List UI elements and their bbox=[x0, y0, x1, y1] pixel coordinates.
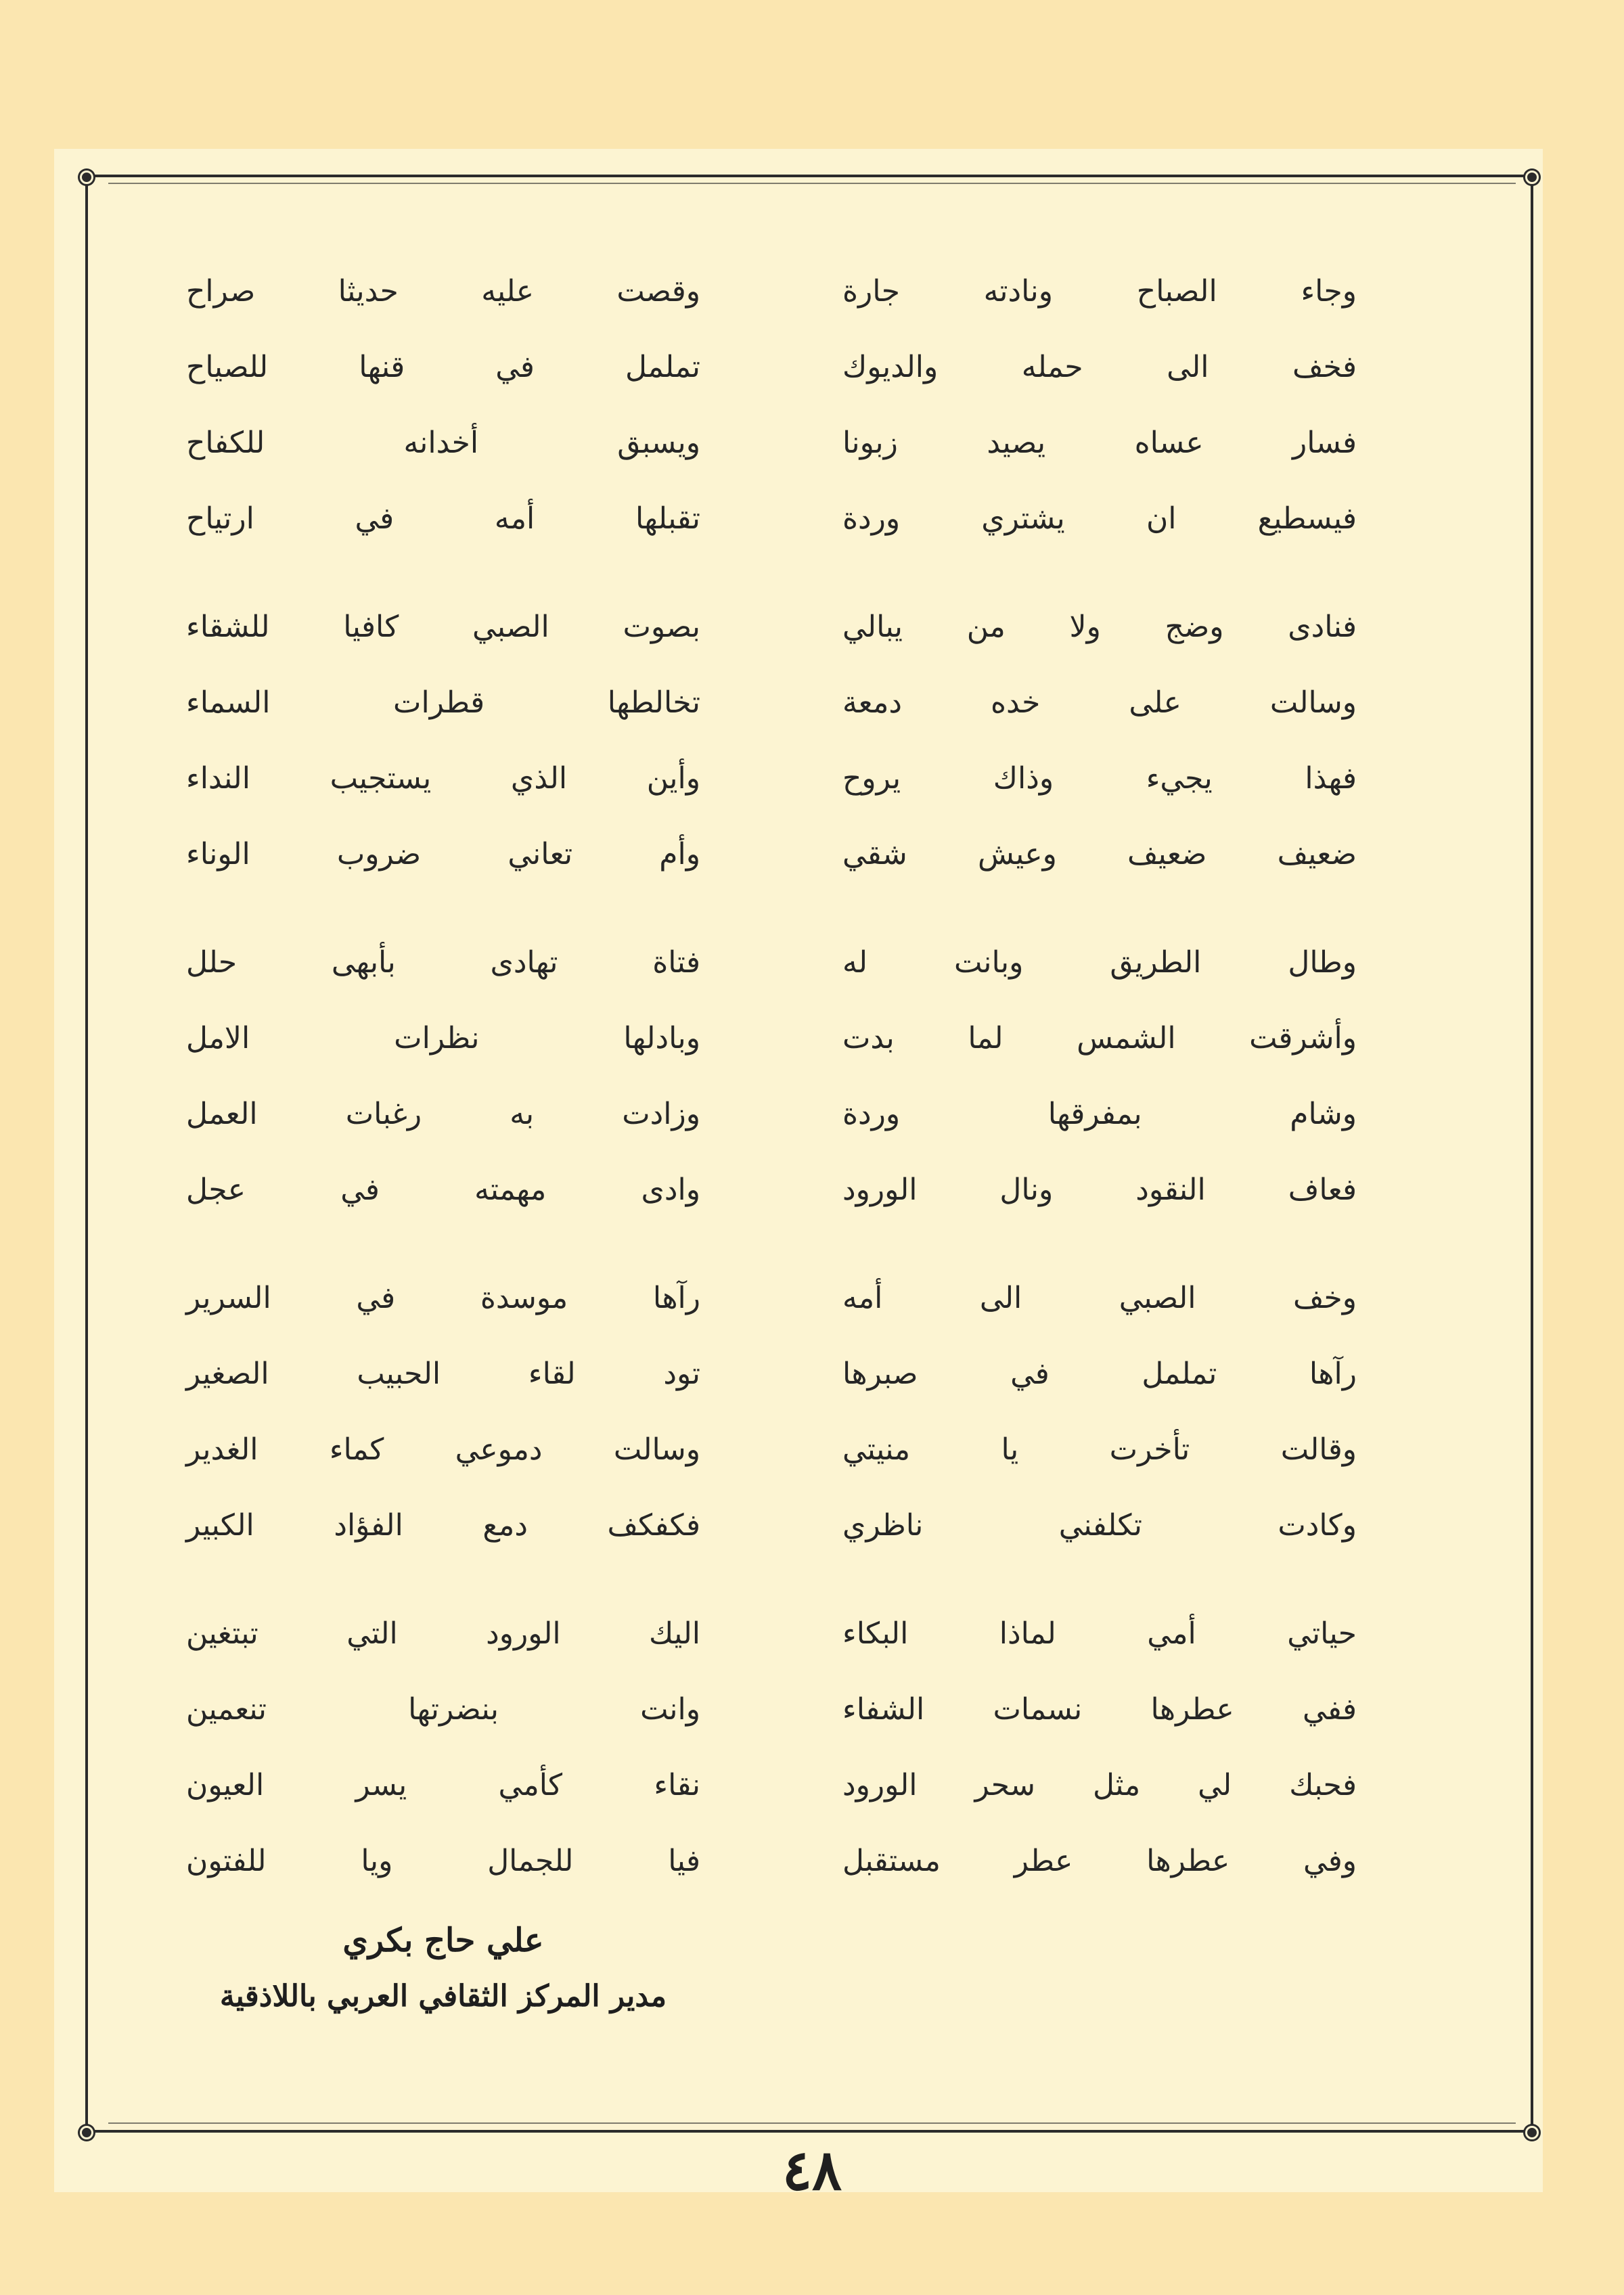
verse-line: وقالت تأخرت يا منيتي bbox=[842, 1432, 1357, 1467]
verse-line: ففي عطرها نسمات الشفاء bbox=[842, 1692, 1357, 1727]
frame-corner-ornament bbox=[1525, 2126, 1539, 2139]
frame-top-rule bbox=[88, 175, 1533, 177]
verse-line: وأشرقت الشمس لما بدت bbox=[842, 1021, 1357, 1055]
author-name: علي حاج بكري bbox=[342, 1922, 544, 1959]
verse-line: فتاة تهادى بأبهى حلل bbox=[186, 945, 700, 980]
verse-line: فحبك لي مثل سحر الورود bbox=[842, 1768, 1357, 1802]
verse-line: تخالطها قطرات السماء bbox=[186, 685, 700, 720]
verse-line: تقبلها أمه في ارتياح bbox=[186, 501, 700, 536]
frame-corner-ornament bbox=[1525, 171, 1539, 184]
verse-line: وكادت تكلفني ناظري bbox=[842, 1508, 1357, 1543]
frame-corner-ornament bbox=[80, 171, 93, 184]
verse-line: فيا للجمال ويا للفتون bbox=[186, 1844, 700, 1878]
stanza bbox=[186, 1596, 700, 1890]
verse-line: وفي عطرها عطر مستقبل bbox=[842, 1844, 1357, 1878]
verse-line: فهذا يجيء وذاك يروح bbox=[842, 761, 1357, 796]
verse-line: وجاء الصباح ونادته جارة bbox=[842, 274, 1357, 309]
stanza bbox=[186, 589, 700, 883]
verse-line: وزادت به رغبات العمل bbox=[186, 1097, 700, 1131]
poem-right-column bbox=[842, 254, 1357, 1932]
verse-line: وقصت عليه حديثا صراح bbox=[186, 274, 700, 309]
verse-line: تململ في قنها للصياح bbox=[186, 350, 700, 384]
frame-bottom-rule-thin bbox=[108, 2122, 1516, 2124]
verse-line: فيسطيع ان يشتري وردة bbox=[842, 501, 1357, 536]
verse-line: ويسبق أخدانه للكفاح bbox=[186, 426, 700, 460]
verse-line: وخف الصبي الى أمه bbox=[842, 1281, 1357, 1315]
verse-line: وأين الذي يستجيب النداء bbox=[186, 761, 700, 796]
verse-line: فنادى وضج ولا من يبالي bbox=[842, 610, 1357, 644]
frame-right-rule bbox=[1531, 177, 1533, 2131]
verse-line: نقاء كأمي يسر العيون bbox=[186, 1768, 700, 1802]
verse-line: حياتي أمي لماذا البكاء bbox=[842, 1616, 1357, 1651]
verse-line: وادى مهمته في عجل bbox=[186, 1173, 700, 1207]
verse-line: فخف الى حمله والديوك bbox=[842, 350, 1357, 384]
verse-line: وانت بنضرتها تنعمين bbox=[186, 1692, 700, 1727]
frame-bottom-rule bbox=[88, 2130, 1533, 2133]
verse-line: وسالت دموعي كماء الغدير bbox=[186, 1432, 700, 1467]
frame-top-rule-thin bbox=[108, 183, 1516, 184]
verse-line: وشام بمفرقها وردة bbox=[842, 1097, 1357, 1131]
stanza bbox=[842, 1596, 1357, 1890]
verse-line: فسار عساه يصيد زبونا bbox=[842, 426, 1357, 460]
frame-corner-ornament bbox=[80, 2126, 93, 2139]
verse-line: رآها تململ في صبرها bbox=[842, 1357, 1357, 1391]
verse-line: وبادلها نظرات الامل bbox=[186, 1021, 700, 1055]
stanza bbox=[842, 589, 1357, 883]
poem-left-column bbox=[186, 254, 700, 1932]
stanza bbox=[186, 1260, 700, 1554]
verse-line: تود لقاء الحبيب الصغير bbox=[186, 1357, 700, 1391]
stanza bbox=[186, 254, 700, 547]
verse-line: اليك الورود التي تبتغين bbox=[186, 1616, 700, 1651]
verse-line: فكفكف دمع الفؤاد الكبير bbox=[186, 1508, 700, 1543]
verse-line: رآها موسدة في السرير bbox=[186, 1281, 700, 1315]
verse-line: وسالت على خده دمعة bbox=[842, 685, 1357, 720]
page-number: ٤٨ bbox=[782, 2138, 842, 2203]
stanza bbox=[186, 925, 700, 1219]
verse-line: فعاف النقود ونال الورود bbox=[842, 1173, 1357, 1207]
verse-line: وطال الطريق وبانت له bbox=[842, 945, 1357, 980]
stanza bbox=[842, 254, 1357, 547]
author-title: مدير المركز الثقافي العربي باللاذقية bbox=[219, 1979, 667, 2014]
stanza bbox=[842, 1260, 1357, 1554]
verse-line: ضعيف ضعيف وعيش شقي bbox=[842, 837, 1357, 871]
frame-left-rule bbox=[85, 177, 88, 2131]
verse-line: بصوت الصبي كافيا للشقاء bbox=[186, 610, 700, 644]
stanza bbox=[842, 925, 1357, 1219]
verse-line: وأم تعاني ضروب الوناء bbox=[186, 837, 700, 871]
